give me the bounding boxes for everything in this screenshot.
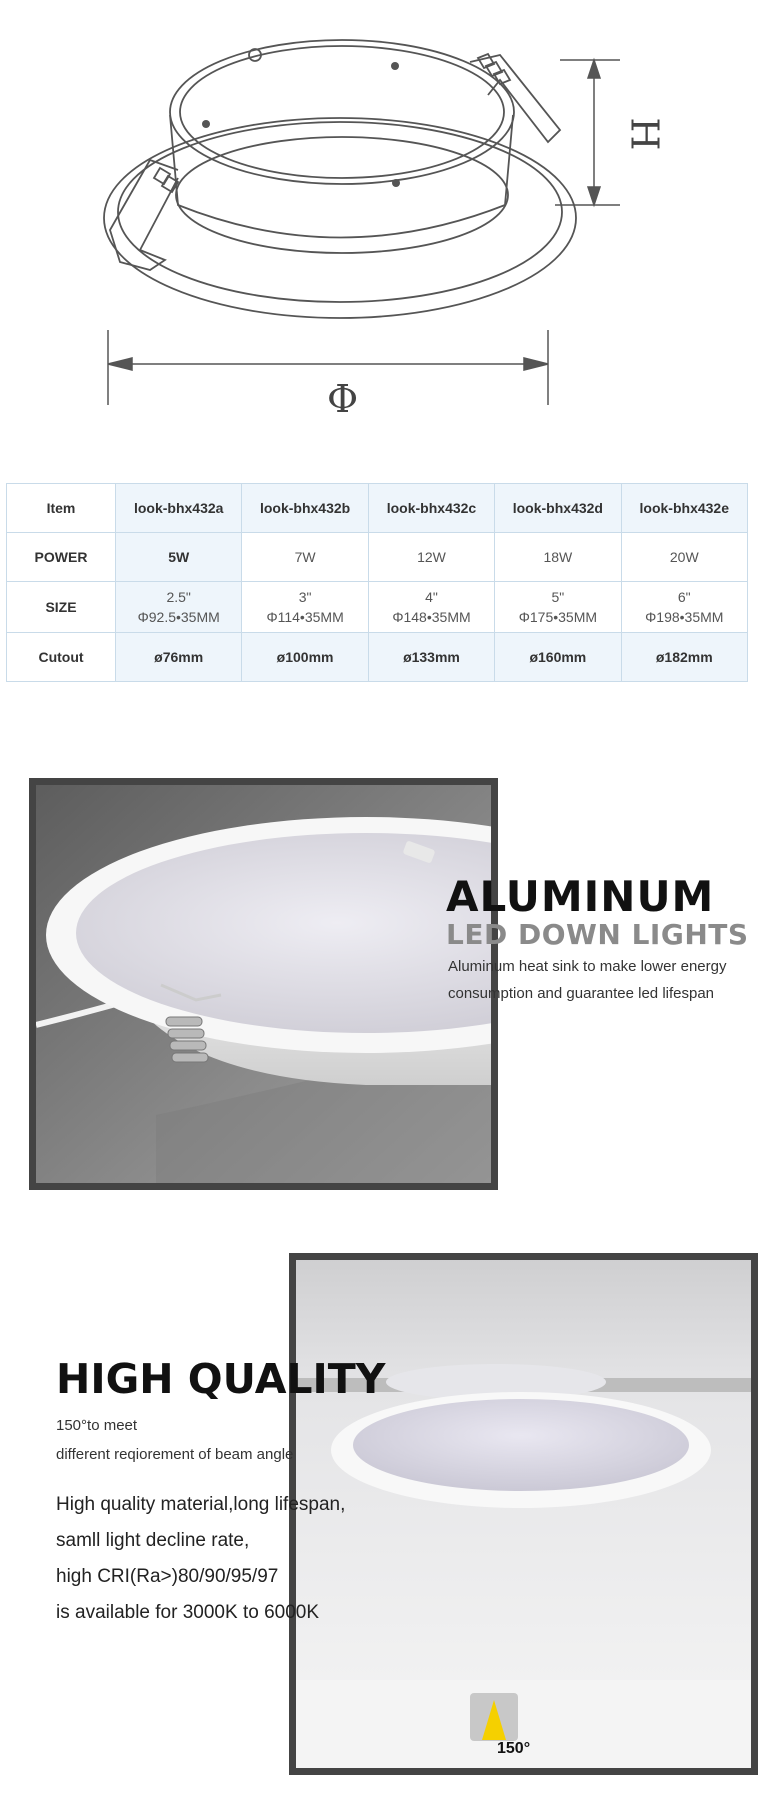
spec-table: [6, 483, 748, 682]
power-cell: 5W: [116, 533, 242, 582]
model-cell: look-bhx432d: [495, 484, 621, 533]
aluminum-subtitle: LED DOWN LIGHTS: [446, 918, 749, 951]
high-quality-photo-frame: [289, 1253, 758, 1775]
row-label-item: Item: [7, 484, 116, 533]
size-mm: Φ198•35MM: [645, 609, 724, 625]
size-mm: Φ92.5•35MM: [137, 609, 220, 625]
row-label-power: POWER: [7, 533, 116, 582]
high-quality-title: HIGH QUALITY: [56, 1355, 386, 1403]
cutout-cell: ø160mm: [495, 633, 621, 682]
flange-outer: [104, 118, 576, 318]
cutout-cell: ø100mm: [242, 633, 368, 682]
size-inch: 4": [425, 589, 438, 605]
aluminum-title: ALUMINUM: [446, 872, 715, 921]
body-bottom-rim: [176, 137, 508, 253]
model-cell: look-bhx432a: [116, 484, 242, 533]
cutout-cell: ø76mm: [116, 633, 242, 682]
aluminum-desc-line1: Aluminum heat sink to make lower energy: [448, 958, 727, 975]
table-row-size: [7, 582, 748, 633]
size-inch: 5": [551, 589, 565, 605]
flange-inner: [118, 122, 562, 302]
model-cell: look-bhx432c: [368, 484, 494, 533]
size-inch: 2.5": [166, 589, 191, 605]
top-cap-inner: [180, 46, 504, 178]
size-inch: 6": [677, 589, 691, 605]
downlight-front-photo: [296, 1260, 751, 1768]
diameter-label: Φ: [327, 377, 359, 421]
cutout-cell: ø182mm: [621, 633, 747, 682]
size-cell: [242, 582, 368, 633]
size-mm: Φ175•35MM: [518, 609, 598, 625]
model-cell: look-bhx432b: [242, 484, 368, 533]
body-side: [170, 115, 513, 238]
power-cell: 12W: [368, 533, 494, 582]
downlight-photo: [36, 785, 491, 1183]
beam-angle-line2: different reqiorement of beam angle: [56, 1446, 294, 1463]
dimension-drawing: [0, 0, 767, 440]
top-cap-outer: [170, 40, 514, 184]
size-cell: [368, 582, 494, 633]
power-cell: 7W: [242, 533, 368, 582]
cutout-cell: ø133mm: [368, 633, 494, 682]
quality-body-line: high CRI(Ra>)80/90/95/97: [56, 1566, 279, 1587]
aluminum-desc-line2: consumption and guarantee led lifespan: [448, 985, 715, 1002]
power-cell: 18W: [495, 533, 621, 582]
model-cell: look-bhx432e: [621, 484, 747, 533]
table-row-power: [7, 533, 748, 582]
quality-body-line: samll light decline rate,: [56, 1530, 250, 1551]
beam-angle-label: 150°: [497, 1740, 531, 1757]
table-row-item: [7, 484, 748, 533]
row-label-cutout: Cutout: [7, 633, 116, 682]
size-cell: [116, 582, 242, 633]
table-row-cutout: [7, 633, 748, 682]
beam-angle-line1: 150°to meet: [56, 1417, 138, 1434]
size-cell: [621, 582, 747, 633]
size-cell: [495, 582, 621, 633]
size-inch: 3": [298, 589, 312, 605]
quality-body-line: High quality material,long lifespan,: [56, 1494, 346, 1515]
aluminum-photo-frame: [29, 778, 498, 1190]
height-label: H: [622, 117, 667, 151]
row-label-size: SIZE: [7, 582, 116, 633]
power-cell: 20W: [621, 533, 747, 582]
size-mm: Φ114•35MM: [266, 609, 344, 625]
size-mm: Φ148•35MM: [392, 609, 471, 625]
quality-body-line: is available for 3000K to 6000K: [56, 1602, 320, 1623]
